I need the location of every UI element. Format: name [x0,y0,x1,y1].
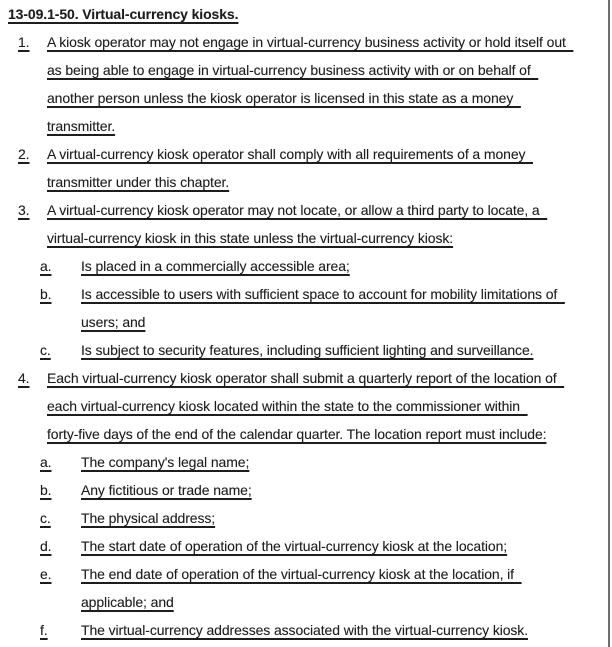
sub-item-letter: f. [40,622,48,638]
sub-item-text [81,504,612,532]
sub-item-4e [0,560,612,616]
sub-item-4f [0,616,612,644]
item-text [47,28,612,140]
text-line: Is subject to security features, including sufficient lighting and surveillance. [81,342,534,358]
sub-item-4d [0,532,612,560]
text-line: forty-five days of the end of the calendar quarter. The location report must include: [47,426,547,442]
list-item-2 [0,140,612,196]
sub-item-3c [0,336,612,364]
sub-item-text [81,476,612,504]
sub-item-text [81,280,612,336]
text-line: transmitter. [47,118,116,134]
text-line: users; and [81,314,146,330]
text-line: another person unless the kiosk operator is licensed in this state as a money [47,90,521,106]
sub-item-3a [0,252,612,280]
sub-item-4b [0,476,612,504]
text-line: each virtual-currency kiosk located within the state to the commissioner within [47,398,528,414]
item-number: 3. [18,202,30,218]
item-text [47,364,612,448]
item-text [47,196,612,252]
sub-item-text [81,560,612,616]
text-line: The physical address; [81,510,216,526]
item-number: 4. [18,370,30,386]
sub-item-4c [0,504,612,532]
sub-item-text [81,616,612,644]
list-item-3 [0,196,612,252]
sub-item-text [81,532,612,560]
list-item-4 [0,364,612,448]
text-line: Any fictitious or trade name; [81,482,252,498]
sub-item-3b [0,280,612,336]
sub-item-letter: c. [40,342,51,358]
text-line: Each virtual-currency kiosk operator shall submit a quarterly report of the location of [47,370,565,386]
text-line: A virtual-currency kiosk operator may not locate, or allow a third party to locate, a [47,202,548,218]
text-line: applicable; and [81,594,174,610]
text-line: Is placed in a commercially accessible area; [81,258,350,274]
page-edge-line [608,0,610,647]
item-number: 2. [18,146,30,162]
sub-item-letter: b. [40,286,52,302]
text-line: transmitter under this chapter. [47,174,230,190]
sub-item-letter: b. [40,482,52,498]
list-item-1 [0,28,612,140]
text-line: as being able to engage in virtual-currency business activity with or on behalf of [47,62,539,78]
section-heading: 13-09.1-50. Virtual-currency kiosks. [8,6,239,22]
text-line: Is accessible to users with sufficient space to account for mobility limitations of [81,286,565,302]
sub-item-4a [0,448,612,476]
text-line: A virtual-currency kiosk operator shall comply with all requirements of a money [47,146,533,162]
sub-item-letter: d. [40,538,52,554]
sub-item-text [81,448,612,476]
text-line: A kiosk operator may not engage in virtual-currency business activity or hold itself out [47,34,574,50]
sub-item-text [81,252,612,280]
sub-item-letter: a. [40,454,52,470]
sub-item-letter: a. [40,258,52,274]
sub-item-text [81,336,612,364]
sub-item-letter: e. [40,566,52,582]
text-line: The start date of operation of the virtual-currency kiosk at the location; [81,538,508,554]
text-line: The virtual-currency addresses associated with the virtual-currency kiosk. [81,622,528,638]
statute-list [0,28,612,644]
text-line: The end date of operation of the virtual-currency kiosk at the location, if [81,566,522,582]
text-line: The company's legal name; [81,454,250,470]
item-text [47,140,612,196]
sub-item-letter: c. [40,510,51,526]
item-number: 1. [18,34,30,50]
text-line: virtual-currency kiosk in this state unless the virtual-currency kiosk: [47,230,454,246]
